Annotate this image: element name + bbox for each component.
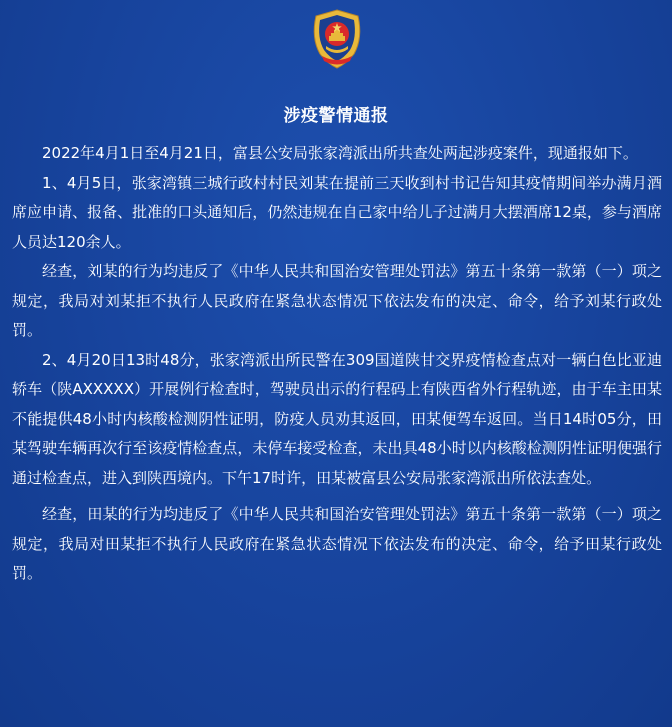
paragraph-intro: 2022年4月1日至4月21日，富县公安局张家湾派出所共查处两起涉疫案件，现通报如下。 xyxy=(42,144,638,162)
paragraph-case-1: 1、4月5日，张家湾镇三城行政村村民刘某在提前三天收到村书记告知其疫情期间举办满月酒席应申请、报备、批准的口头通知后，仍然违规在自己家中给儿子过满月大摆酒席12桌，参与酒席人员达120余人。 xyxy=(12,173,662,251)
paragraph-case-2: 2、4月20日13时48分，张家湾派出所民警在309国道陕甘交界疫情检查点对一辆白色比亚迪轿车（陕AXXXXX）开展例行检查时，驾驶员出示的行程码上有陕西省外行程轨迹，由于车主田某不能提供48小时内核酸检测阴性证明，防疫人员劝其返回，田某便驾车返回。当日14时05分，田某驾驶车辆再次行至该疫情检查点，未停车接受检查，未出具48小时以内核酸检测阴性证明便强行通过检查点，进入到陕西境内。下午17时许，田某被富县公安局张家湾派出所依法查处。 xyxy=(12,350,662,487)
page-title: 涉疫警情通报 xyxy=(283,106,389,126)
police-emblem-icon xyxy=(308,8,366,70)
notice-body xyxy=(12,139,662,589)
paragraph-finding-2: 经查，田某的行为均违反了《中华人民共和国治安管理处罚法》第五十条第一款第（一）项之规定，我局对田某拒不执行人民政府在紧急状态情况下依法发布的决定、命令，给予田某行政处罚。 xyxy=(12,505,662,582)
paragraph-finding-1: 经查，刘某的行为均违反了《中华人民共和国治安管理处罚法》第五十条第一款第（一）项之规定，我局对刘某拒不执行人民政府在紧急状态情况下依法发布的决定、命令，给予刘某行政处罚。 xyxy=(12,262,662,339)
